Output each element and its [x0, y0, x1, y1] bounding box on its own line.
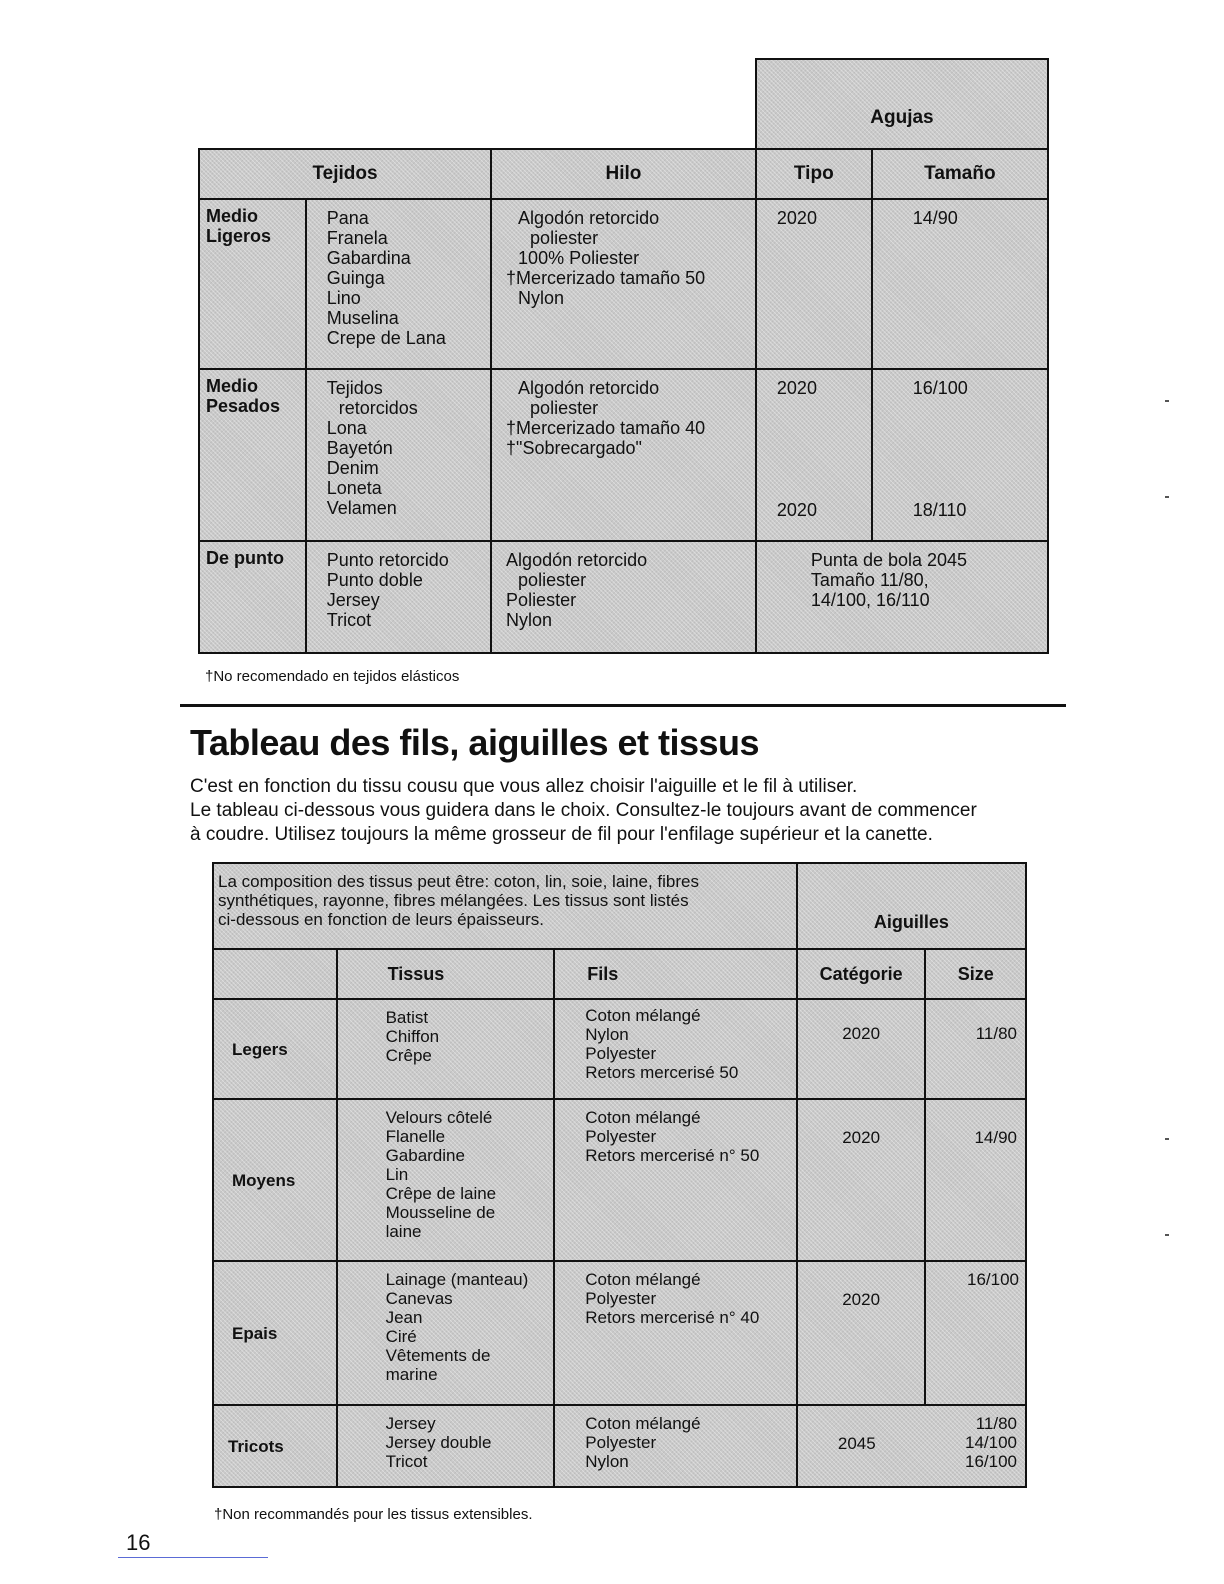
tamano-cell-secondary: 18/110 [912, 500, 967, 520]
thread-list: Coton mélangé Polyester Retors mercerisé n° 40 [554, 1261, 797, 1405]
hilo-header: Hilo [491, 149, 756, 199]
composition-note: La composition des tissus peut être: coton, lin, soie, laine, fibres synthétiques, rayonne, fibres mélangées. Les tissus sont listés ci-dessous en fonction de leurs épaisseurs. [213, 863, 797, 949]
size-cell: 16/100 [925, 1261, 1026, 1405]
table-row [213, 1099, 1026, 1261]
tamano-cell: 16/100 18/110 [872, 369, 1048, 541]
intro-paragraph: C'est en fonction du tissu cousu que vous allez choisir l'aiguille et le fil à utiliser. Le tableau ci-dessous vous guidera dans le choix. Consultez-le toujours avant de commencer à coudre. Utilisez toujours la même grosseur de fil pour l'enfilage supérieur et la canette. [190, 776, 977, 845]
margin-speck [1165, 1234, 1169, 1236]
table-row [213, 1405, 1026, 1487]
table-row [199, 541, 1048, 653]
tejidos-header: Tejidos [199, 149, 491, 199]
row-label: Moyens [213, 1099, 337, 1261]
categorie-header: Catégorie [797, 949, 926, 999]
row-label: Medio Pesados [199, 369, 306, 541]
table-row [199, 369, 1048, 541]
row-label: Epais [213, 1261, 337, 1405]
fabric-list: Lainage (manteau) Canevas Jean Ciré Vêtements de marine [337, 1261, 555, 1405]
margin-speck [1165, 1138, 1169, 1140]
table-row [213, 999, 1026, 1099]
thread-list: Coton mélangé Polyester Retors mercerisé n° 50 [554, 1099, 797, 1261]
fils-header: Fils [554, 949, 797, 999]
table-row [199, 199, 1048, 369]
table-row [213, 1261, 1026, 1405]
row-label: Medio Ligeros [199, 199, 306, 369]
needle-cell [797, 1405, 1026, 1487]
french-needle-table [212, 862, 1027, 1488]
spanish-footnote: †No recomendado en tejidos elásticos [205, 668, 460, 685]
page-number: 16 [126, 1530, 151, 1555]
size-cell: 14/90 [925, 1099, 1026, 1261]
row-label: Legers [213, 999, 337, 1099]
thread-list: Coton mélangé Nylon Polyester Retors mercerisé 50 [554, 999, 797, 1099]
size-header: Size [925, 949, 1026, 999]
thread-list: Algodón retorcido poliester †Mercerizado tamaño 40 †"Sobrecargado" [491, 369, 756, 541]
aiguilles-header: Aiguilles [797, 863, 1026, 949]
fabric-list: Velours côtelé Flanelle Gabardine Lin Crêpe de laine Mousseline de laine [337, 1099, 555, 1261]
spanish-needle-table [198, 58, 1049, 654]
thread-list: Algodón retorcido poliester Poliester Nylon [491, 541, 756, 653]
size-list: 11/80 14/100 16/100 [965, 1414, 1017, 1471]
margin-speck [1165, 496, 1169, 498]
categorie-cell: 2020 [797, 1099, 926, 1261]
fabric-list: Punto retorcido Punto doble Jersey Tricot [306, 541, 491, 653]
categorie-cell: 2020 [797, 999, 926, 1099]
fabric-list: Batist Chiffon Crêpe [337, 999, 555, 1099]
tipo-cell: 2020 2020 [756, 369, 872, 541]
tipo-cell-secondary: 2020 [776, 500, 817, 520]
fabric-list: Tejidos retorcidos Lona Bayetón Denim Loneta Velamen [306, 369, 491, 541]
fabric-list: Pana Franela Gabardina Guinga Lino Muselina Crepe de Lana [306, 199, 491, 369]
thread-list: Coton mélangé Polyester Nylon [554, 1405, 797, 1487]
row-label: Tricots [213, 1405, 337, 1487]
needle-cell: Punta de bola 2045 Tamaño 11/80, 14/100, 16/110 [756, 541, 1048, 653]
tipo-cell: 2020 [756, 199, 872, 369]
size-cell: 11/80 [925, 999, 1026, 1099]
categorie-cell: 2020 [797, 1261, 926, 1405]
page-title: Tableau des fils, aiguilles et tissus [190, 722, 760, 763]
categorie-cell: 2045 [837, 1434, 876, 1453]
tamano-cell: 14/90 [872, 199, 1048, 369]
tissus-header: Tissus [337, 949, 555, 999]
page-number-underline [118, 1557, 268, 1558]
tipo-header: Tipo [756, 149, 872, 199]
thread-list: Algodón retorcido poliester 100% Poliester †Mercerizado tamaño 50 Nylon [491, 199, 756, 369]
margin-speck [1165, 400, 1169, 402]
fabric-list: Jersey Jersey double Tricot [337, 1405, 555, 1487]
agujas-header: Agujas [756, 59, 1048, 149]
tamano-header: Tamaño [872, 149, 1048, 199]
row-label: De punto [199, 541, 306, 653]
section-divider [180, 704, 1066, 707]
french-footnote: †Non recommandés pour les tissus extensibles. [214, 1506, 533, 1523]
